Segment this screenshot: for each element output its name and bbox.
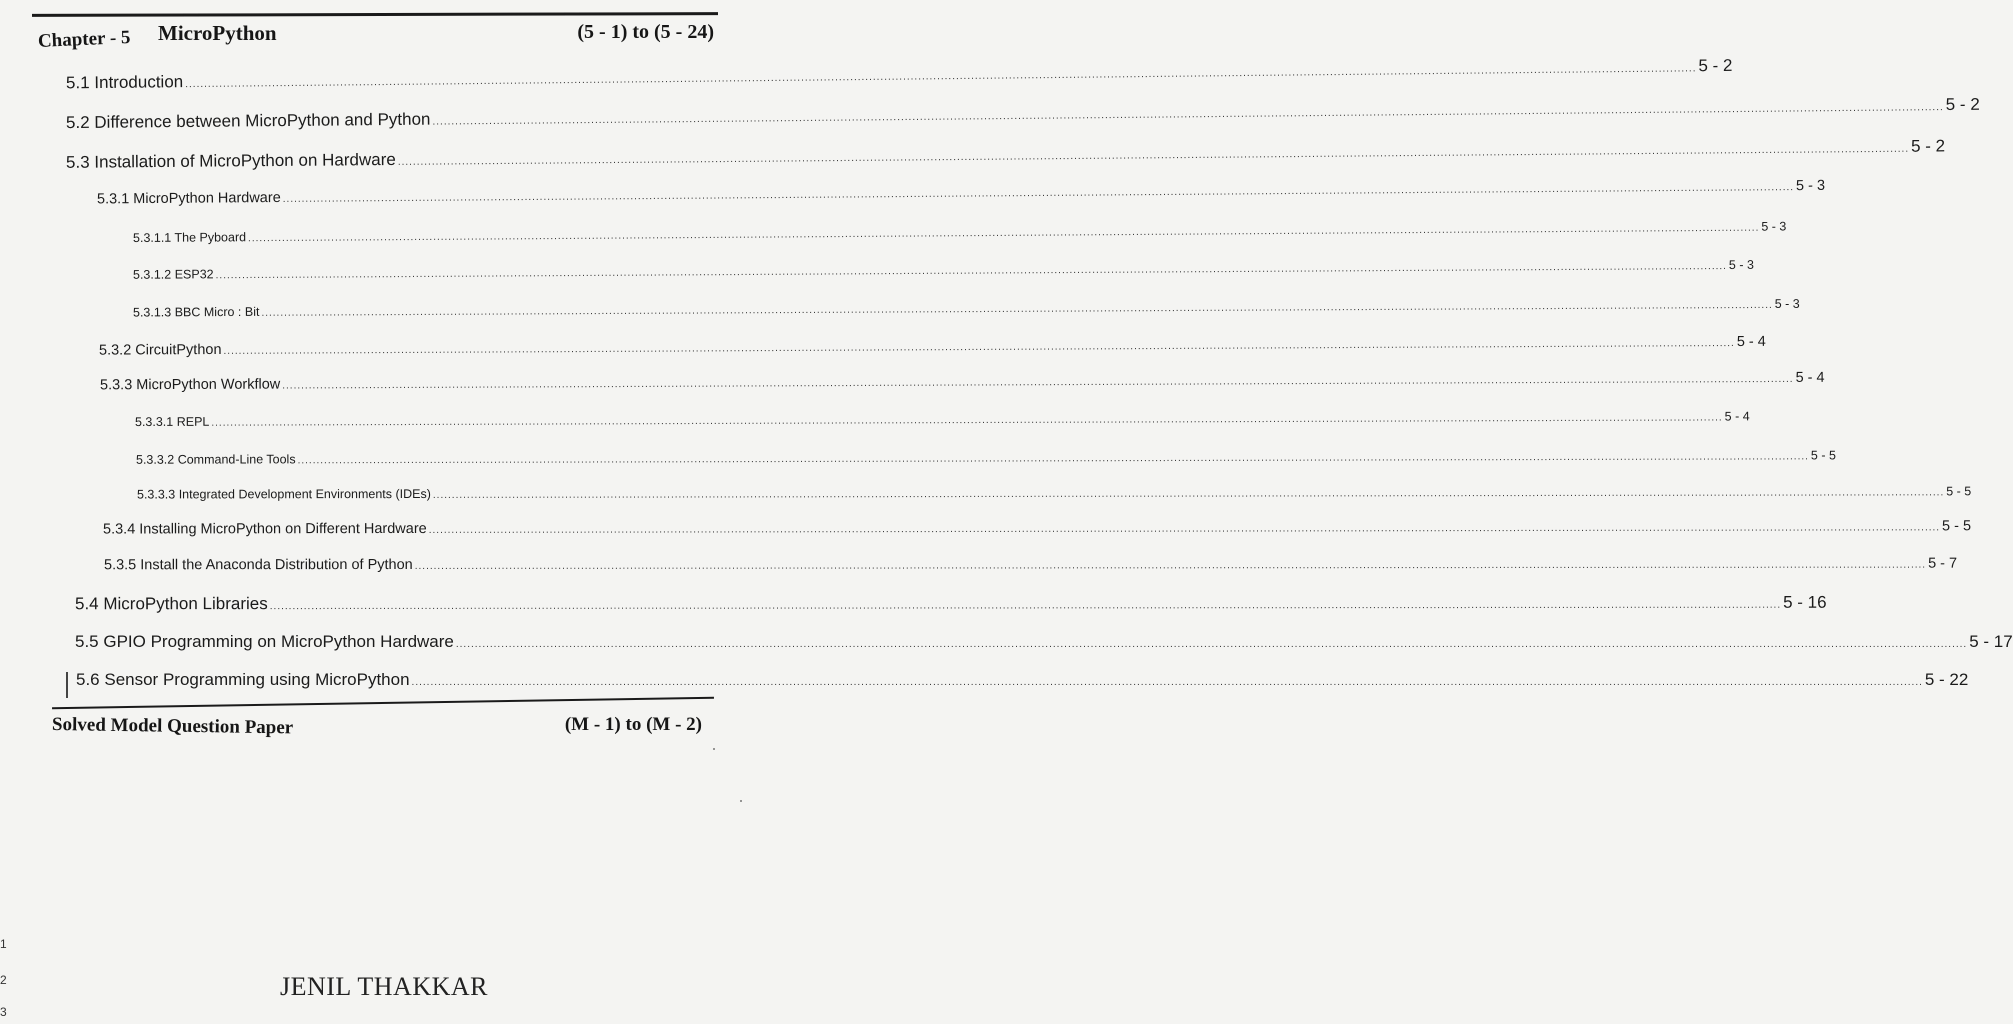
toc-entry-page: 5 - 4	[1724, 409, 1750, 424]
toc-entry	[103, 555, 1958, 580]
toc-entry	[102, 518, 1972, 543]
dot-leader: ................................................................................................................................................................................................................................................................................................................................................................................................................	[261, 299, 1773, 319]
question-paper-range: (M - 1) to (M - 2)	[564, 714, 702, 735]
toc-entry-label: 5.3.1.3 BBC Micro : Bit	[132, 304, 260, 320]
margin-mark	[66, 672, 68, 698]
dot-leader: ................................................................................................................................................................................................................................................................................................................................................................................................................	[411, 677, 1923, 688]
dot-leader: ................................................................................................................................................................................................................................................................................................................................................................................................................	[432, 487, 1945, 501]
toc-entry-label: 5.3.4 Installing MicroPython on Different Hardware	[102, 520, 427, 538]
toc-entry-page: 5 - 2	[1698, 55, 1733, 76]
toc-entry	[132, 257, 1754, 288]
dot-leader: ................................................................................................................................................................................................................................................................................................................................................................................................................	[282, 373, 1794, 392]
toc-entry	[132, 219, 1787, 251]
toc-entry-page: 5 - 16	[1783, 592, 1827, 612]
toc-entry	[99, 369, 1825, 400]
question-paper-title: Solved Model Question Paper	[51, 714, 294, 739]
toc-entry-page: 5 - 5	[1942, 518, 1972, 535]
toc-entry	[75, 632, 2013, 656]
toc-entry-label: 5.6 Sensor Programming using MicroPython	[76, 670, 410, 689]
dot-leader: ................................................................................................................................................................................................................................................................................................................................................................................................................	[248, 222, 1760, 245]
dot-leader: ................................................................................................................................................................................................................................................................................................................................................................................................................	[269, 599, 1782, 613]
toc-entry-label: 5.3.1.1 The Pyboard	[132, 230, 247, 246]
toc-entry	[65, 94, 1980, 137]
dot-leader: ................................................................................................................................................................................................................................................................................................................................................................................................................	[211, 412, 1723, 429]
margin-digit: 3	[0, 1005, 7, 1019]
toc-entry	[98, 333, 1766, 364]
toc-entry-label: 5.3.2 CircuitPython	[98, 341, 222, 359]
chapter-label: Chapter - 5	[37, 26, 131, 52]
toc-entry-label: 5.3.3.2 Command-Line Tools	[135, 452, 296, 467]
dot-leader: ................................................................................................................................................................................................................................................................................................................................................................................................................	[297, 451, 1809, 467]
toc-entry-page: 5 - 5	[1946, 484, 1972, 499]
scan-speck	[740, 800, 742, 802]
toc-entry-label: 5.4 MicroPython Libraries	[74, 594, 268, 614]
toc-entry	[96, 177, 1826, 214]
toc-entry	[136, 484, 1972, 508]
toc-entry	[65, 136, 1946, 177]
scan-speck	[713, 748, 715, 750]
toc-entry	[76, 670, 1969, 694]
margin-digit: 1	[0, 937, 7, 951]
dot-leader: ................................................................................................................................................................................................................................................................................................................................................................................................................	[414, 559, 1927, 572]
toc-entry-page: 5 - 4	[1795, 369, 1825, 386]
dot-leader: ................................................................................................................................................................................................................................................................................................................................................................................................................	[185, 63, 1697, 91]
toc-entry-page: 5 - 2	[1945, 94, 1980, 115]
toc-entry-label: 5.3.1 MicroPython Hardware	[96, 189, 281, 208]
author-name: JENIL THAKKAR	[280, 972, 488, 1001]
toc-entry-label: 5.3.5 Install the Anaconda Distribution of Python	[103, 556, 413, 574]
toc-entry-page: 5 - 3	[1774, 296, 1800, 311]
toc-entry-page: 5 - 4	[1736, 333, 1766, 351]
dot-leader: ................................................................................................................................................................................................................................................................................................................................................................................................................	[282, 182, 1795, 205]
toc-entry-page: 5 - 3	[1761, 219, 1787, 234]
toc-entry-label: 5.3 Installation of MicroPython on Hardware	[65, 149, 396, 172]
toc-entry	[135, 448, 1836, 473]
dot-leader: ................................................................................................................................................................................................................................................................................................................................................................................................................	[215, 261, 1727, 282]
toc-entry	[65, 55, 1733, 98]
toc-entry-label: 5.3.3.3 Integrated Development Environments (IDEs)	[136, 486, 431, 502]
dot-leader: ................................................................................................................................................................................................................................................................................................................................................................................................................	[223, 338, 1735, 357]
toc-entry-page: 5 - 22	[1924, 670, 1969, 689]
dot-leader: ................................................................................................................................................................................................................................................................................................................................................................................................................	[432, 102, 1944, 128]
toc-entry	[132, 296, 1800, 325]
chapter-title: MicroPython	[158, 21, 277, 45]
toc-entry-label: 5.5 GPIO Programming on MicroPython Hardware	[75, 632, 454, 651]
dot-leader: ................................................................................................................................................................................................................................................................................................................................................................................................................	[428, 522, 1941, 536]
dot-leader: ................................................................................................................................................................................................................................................................................................................................................................................................................	[455, 639, 1968, 650]
toc-entry-label: 5.1 Introduction	[65, 72, 184, 93]
toc-entry	[74, 592, 1827, 619]
toc-entry	[134, 409, 1750, 435]
top-rule	[32, 12, 718, 17]
toc-entry-page: 5 - 2	[1910, 136, 1946, 156]
toc-entry-label: 5.3.3 MicroPython Workflow	[99, 376, 281, 394]
toc-entry-page: 5 - 5	[1810, 448, 1836, 463]
section-divider-rule	[52, 697, 714, 709]
toc-entry-page: 5 - 3	[1795, 177, 1826, 195]
chapter-page-range: (5 - 1) to (5 - 24)	[577, 21, 714, 43]
toc-entry-label: 5.2 Difference between MicroPython and Python	[65, 109, 431, 133]
dot-leader: ................................................................................................................................................................................................................................................................................................................................................................................................................	[397, 143, 1910, 168]
toc-entry-page: 5 - 3	[1728, 257, 1754, 273]
toc-entry-label: 5.3.3.1 REPL	[134, 414, 210, 430]
margin-digit: 2	[0, 973, 7, 987]
toc-entry-page: 5 - 7	[1928, 555, 1958, 572]
toc-entry-label: 5.3.1.2 ESP32	[132, 267, 214, 282]
chapter-header	[38, 19, 714, 59]
toc-entry-page: 5 - 17	[1969, 632, 2013, 651]
question-paper-heading	[52, 712, 702, 742]
